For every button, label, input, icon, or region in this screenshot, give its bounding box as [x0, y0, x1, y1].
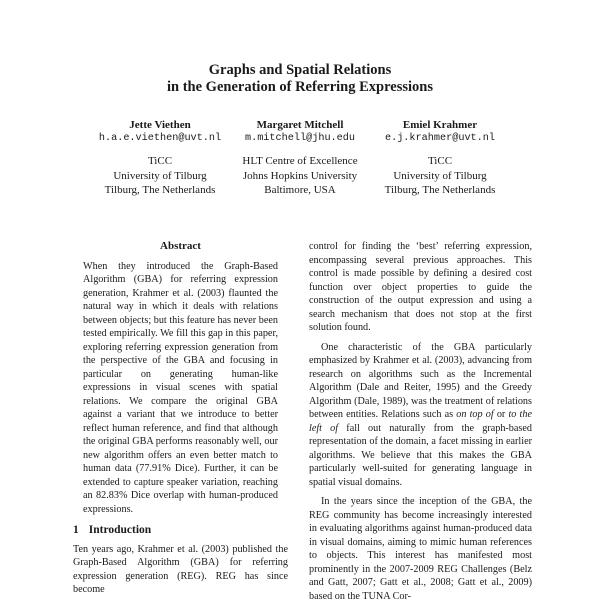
right-column	[309, 240, 532, 603]
author-affiliation: University of Tilburg	[393, 169, 487, 182]
paper-title-line-2: in the Generation of Referring Expressions	[167, 79, 433, 95]
author-email: h.a.e.viethen@uvt.nl	[98, 133, 222, 145]
author-email: m.mitchell@jhu.edu	[244, 133, 356, 145]
author-affiliation: University of Tilburg	[113, 169, 207, 182]
author-name: Emiel Krahmer	[402, 119, 478, 131]
author-name: Jette Viethen	[129, 119, 191, 131]
author-affiliation: Baltimore, USA	[264, 183, 336, 196]
intro-paragraph: Ten years ago, Krahmer et al. (2003) published the Graph-Based Algorithm (GBA) for referring expression generation (REG). REG has since become	[73, 543, 288, 595]
body-paragraph	[309, 341, 532, 490]
body-paragraph: In the years since the inception of the GBA, the REG community has become increasingly interested in evaluating algorithms against human-produced data in visual domains, aiming to mimic human references to objects. This interest has manifested most prominently in the 2007-2009 REG Challenges (Belz and Gatt, 2007; Gatt et al., 2008; Gatt et al., 2009) based on the TUNA Cor-	[309, 496, 532, 602]
body-text: or	[493, 409, 509, 420]
author-email: e.j.krahmer@uvt.nl	[384, 133, 496, 145]
author-affiliation: TiCC	[147, 155, 173, 168]
abstract-heading: Abstract	[160, 240, 201, 252]
italic-term: to the left of	[309, 409, 532, 434]
section-number: 1	[73, 524, 79, 536]
author-affiliation: HLT Centre of Excellence	[242, 155, 358, 168]
author-affiliation: Johns Hopkins University	[242, 169, 358, 182]
body-text: fall out naturally from the graph-based representation of the domain, a facet missing in earlier algorithms. We believe that this makes the GBA particularly well-suited for generating language in spatial visual domains.	[309, 422, 533, 488]
section-heading-introduction	[73, 524, 288, 538]
body-paragraph: control for finding the ‘best’ referring expression, encompassing several previous approaches. This control is made possible by defining a desired cost function over object properties to guide the construction of the output expression and using a search mechanism that does not stop at the first solution found.	[309, 241, 532, 333]
author-name: Margaret Mitchell	[256, 119, 344, 131]
author-block-3	[340, 118, 540, 197]
author-affiliation: Tilburg, The Netherlands	[384, 183, 496, 196]
section-title: Introduction	[88, 524, 152, 536]
body-text: One characteristic of the GBA particularly emphasized by Krahmer et al. (2003), advancing from research on algorithms such as the Incremental Algorithm (Dale and Reiter, 1995) and the Greedy Algorithm (Dale, 1989), was the treatment of relations between entities. Relations such as	[309, 341, 532, 420]
italic-term: on top of	[456, 409, 494, 420]
author-affiliation: TiCC	[427, 155, 453, 168]
abstract-text: When they introduced the Graph-Based Algorithm (GBA) for referring expression generation, Krahmer et al. (2003) flaunted the natural way in which it deals with relations between objects; but this feature has never been tested empirically. We fill this gap in this paper, exploring referring expression generation from the perspective of the GBA and focusing in particular on generating human-like expressions in visual scenes with spatial relations. We compare the original GBA against a variant that we introduce to better reflect human reference, and find that although the original GBA performs reasonably well, our new algorithm offers an even better match to human data (77.91% Dice). Further, it can be extended to capture speaker variation, reaching an 82.83% Dice overlap with human-produced expressions.	[83, 260, 278, 515]
left-column	[73, 240, 288, 597]
paper-title-line-1: Graphs and Spatial Relations	[208, 62, 392, 78]
author-affiliation: Tilburg, The Netherlands	[104, 183, 216, 196]
